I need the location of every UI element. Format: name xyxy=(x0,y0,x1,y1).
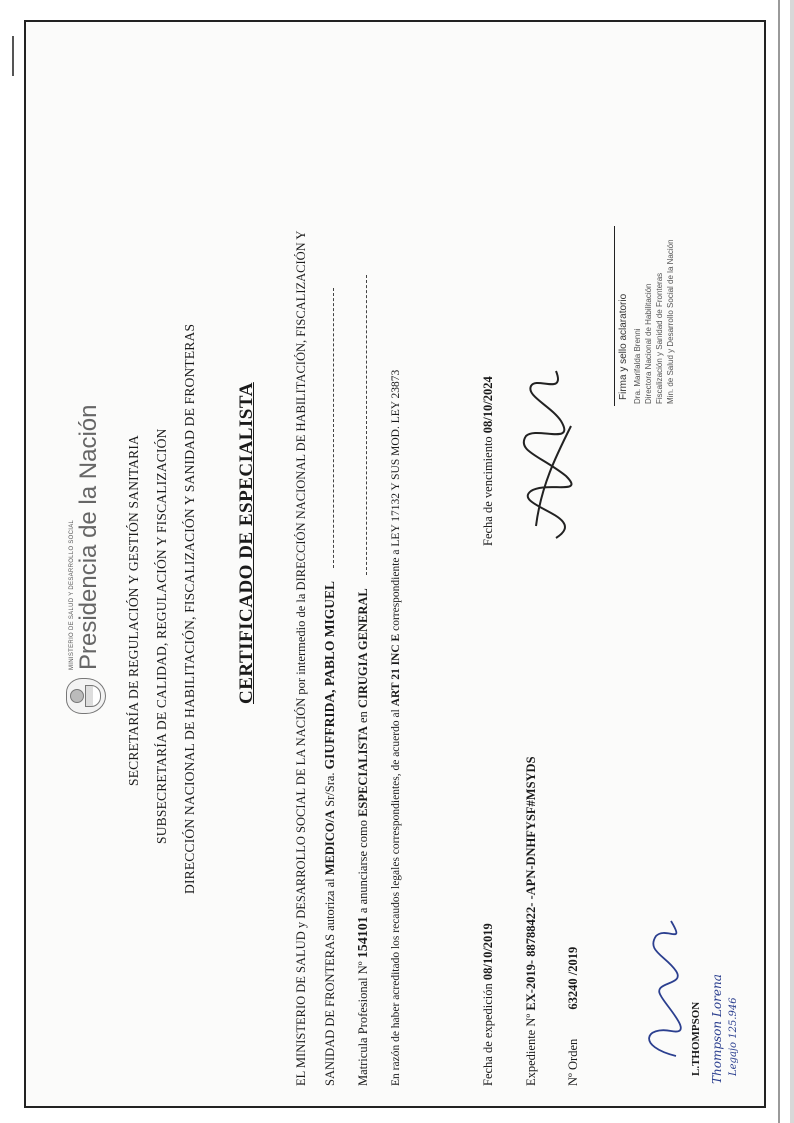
expiry-date-value: 08/10/2024 xyxy=(481,376,495,434)
header-line-2: SUBSECRETARÍA DE CALIDAD, REGULACIÓN Y FISCALIZACIÓN xyxy=(154,428,169,844)
issue-date-label: Fecha de expedición xyxy=(481,983,495,1086)
fill-line xyxy=(365,275,367,575)
body-line-1: EL MINISTERIO DE SALUD y DESARROLLO SOCIAL DE LA NACIÓN por intermedio de la DIRECCIÓN NACIONAL DE HABILITACIÓN, FISCALIZACIÓN Y xyxy=(294,230,308,1086)
especialista-label: ESPECIALISTA xyxy=(356,726,370,817)
government-logo xyxy=(66,405,106,715)
expediente-label: Expediente Nº xyxy=(524,1013,538,1086)
body-line-4-b: correspondiente a LEY 17132 Y SUS MOD. LEY 23873 xyxy=(390,369,402,631)
ministry-small-label: MINISTERIO DE SALUD Y DESARROLLO SOCIAL xyxy=(69,519,75,670)
header-line-3: DIRECCIÓN NACIONAL DE HABILITACIÓN, FISCALIZACIÓN Y SANIDAD DE FRONTERAS xyxy=(182,323,197,894)
signature-line xyxy=(614,226,615,406)
body-line-3-d: en xyxy=(356,711,370,724)
body-line-4 xyxy=(390,370,402,1086)
stamp-line-2: Directora Nacional de Habilitación xyxy=(644,283,653,404)
fill-line xyxy=(332,288,334,568)
body-line-2-a: SANIDAD DE FRONTERAS autoriza al xyxy=(323,878,337,1086)
director-signature xyxy=(496,346,606,546)
body-line-3 xyxy=(356,275,372,1086)
body-line-4-a: En razón de haber acreditado los recaudos legales correspondientes, de acuerdo al xyxy=(390,709,402,1086)
expediente xyxy=(524,756,539,1086)
page-edge-shadow xyxy=(790,0,794,1123)
article: ART 21 INC E xyxy=(390,633,402,707)
presidencia-label: Presidencia de la Nación xyxy=(75,404,102,670)
profession: MEDICO/A xyxy=(323,809,337,876)
stamp-line-4: Min. de Salud y Desarrollo Social de la Nación xyxy=(666,239,675,404)
coat-of-arms-icon xyxy=(66,678,106,714)
matricula-number: 154101 xyxy=(356,916,371,959)
expiry-date-label: Fecha de vencimiento xyxy=(481,436,495,546)
thompson-legajo: Legajo 125.946 xyxy=(728,997,739,1076)
stamp-line-1: Dra. Marifalda Brenni xyxy=(633,328,642,404)
matricula-label: Matricula Profesional Nº xyxy=(356,961,370,1086)
issue-date xyxy=(481,923,496,1086)
thompson-name: L.THOMPSON xyxy=(690,1001,702,1076)
header-line-1: SECRETARÍA DE REGULACIÓN Y GESTIÓN SANITARIA xyxy=(126,435,141,786)
certificate-content xyxy=(26,22,764,1106)
body-line-3-b: a anunciarse como xyxy=(356,820,370,914)
certificate-frame xyxy=(24,20,766,1108)
page-edge xyxy=(778,0,780,1123)
stamp-line-3: Fiscalización y Sanidad de Fronteras xyxy=(655,272,664,404)
certificate-title: CERTIFICADO DE ESPECIALISTA xyxy=(236,382,257,704)
order-label: Nº Orden xyxy=(566,1038,580,1086)
order-number xyxy=(566,947,581,1086)
professional-name: GIUFFRIDA, PABLO MIGUEL xyxy=(322,580,337,770)
specialty: CIRUGIA GENERAL xyxy=(356,588,370,709)
thompson-handwritten-name: Thompson Lorena xyxy=(710,974,724,1084)
expediente-value: EX-2019- 88788422- -APN-DNHFYSF#MSYDS xyxy=(524,756,538,1011)
official-stamp xyxy=(632,239,676,404)
body-line-2 xyxy=(322,288,338,1086)
expiry-date xyxy=(481,376,496,546)
order-value: 63240 /2019 xyxy=(566,946,580,1010)
scan-mark xyxy=(12,36,14,76)
title-prefix: Sr/Sra. xyxy=(323,772,337,807)
issue-date-value: 08/10/2019 xyxy=(481,923,495,981)
signature-caption: Firma y sello aclaratorio xyxy=(618,293,629,400)
